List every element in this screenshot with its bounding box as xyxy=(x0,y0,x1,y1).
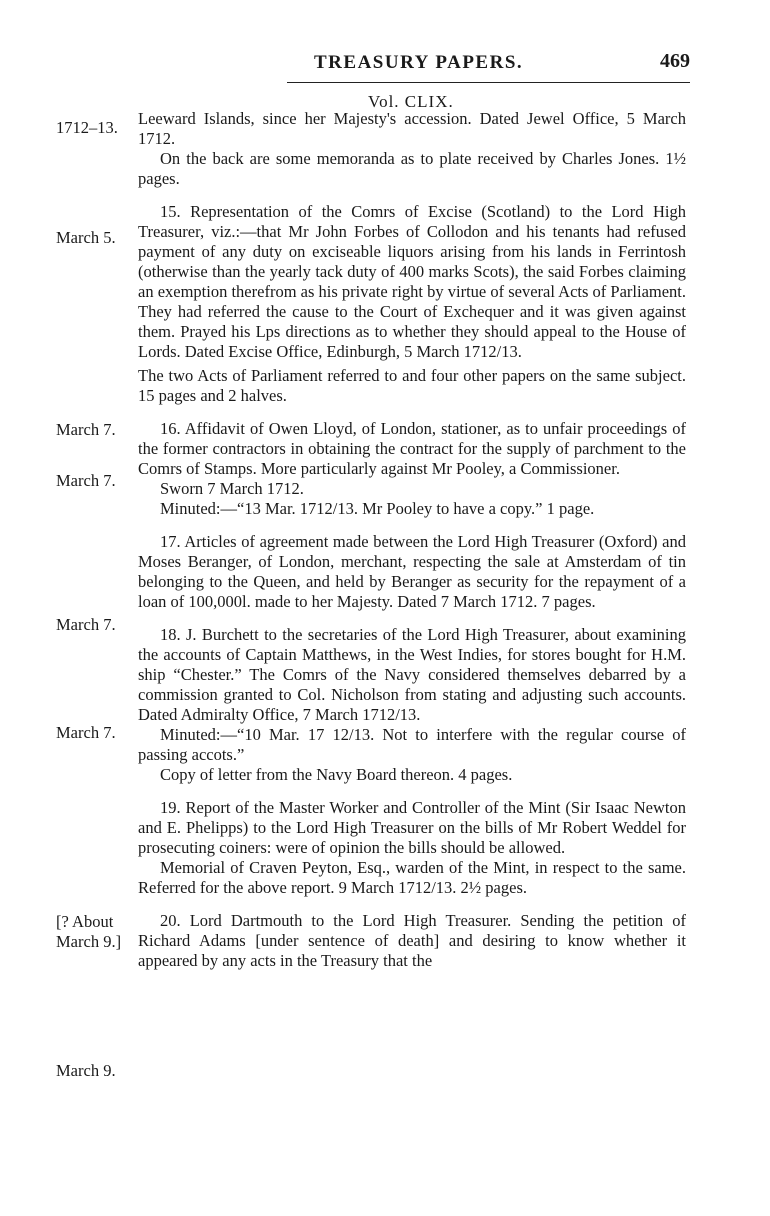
entry-18: 18. J. Burchett to the secretaries of the Lord High Treasurer, about examining the accounts of Captain Matthews, in the West Indies, for stores bought for H.M. ship “Chester.” The Comrs of the Navy considered themselves debarred by a commission granted to Col. Nicholson from stating and adjusting such accounts. Dated Admiralty Office, 7 March 1712/13. xyxy=(138,625,686,724)
entry-18-copy: Copy of letter from the Navy Board thereon. 4 pages. xyxy=(160,765,513,784)
entry-18-minuted: Minuted:—“10 Mar. 17 12/13. Not to interfere with the regular course of passing accots.” xyxy=(138,725,686,764)
margin-date: March 7. xyxy=(56,420,116,439)
entry-text: On the back are some memoranda as to plate received by Charles Jones. 1½ pages. xyxy=(138,149,686,188)
entry-16: 16. Affidavit of Owen Lloyd, of London, stationer, as to unfair proceedings of the former contractors in obtaining the contract for the supply of parchment to the Comrs of Stamps. More particularly against Mr Pooley, a Commissioner. xyxy=(138,419,686,478)
margin-date: 1712–13. xyxy=(56,118,118,137)
running-header xyxy=(290,50,690,80)
margin-date: March 9. xyxy=(56,1061,116,1080)
page-number: 469 xyxy=(660,50,690,72)
header-title: TREASURY PAPERS. xyxy=(314,52,524,73)
entry-15: 15. Representation of the Comrs of Excise (Scotland) to the Lord High Treasurer, viz.:—that Mr John Forbes of Collodon and his tenants had refused payment of any duty on exciseable liquors arising from his lands in Ferrintosh (otherwise than the yearly tack duty of 400 marks Scots), the said Forbes claiming an exemption therefrom as his private right by virtue of several Acts of Parliament. They had referred the cause to the Court of Exchequer and it was given against them. Prayed his Lps directions as to whether they should appeal to the House of Lords. Dated Excise Office, Edinburgh, 5 March 1712/13. xyxy=(138,202,687,361)
margin-date: March 5. xyxy=(56,228,116,247)
entry-16-sworn: Sworn 7 March 1712. xyxy=(160,479,304,498)
entry-text: Leeward Islands, since her Majesty's accession. Dated Jewel Office, 5 March 1712. xyxy=(138,109,686,148)
entry-15-enclosures: The two Acts of Parliament referred to and four other papers on the same subject. 15 pages and 2 halves. xyxy=(138,366,686,405)
entry-20: 20. Lord Dartmouth to the Lord High Treasurer. Sending the petition of Richard Adams [under sentence of death] and desiring to know whether it appeared by any acts in the Treasury that the xyxy=(138,911,686,970)
margin-date: [? About xyxy=(56,912,114,931)
entry-19: 19. Report of the Master Worker and Controller of the Mint (Sir Isaac Newton and E. Phelipps) to the Lord High Treasurer on the bills of Mr Robert Weddel for prosecuting coiners: were of opinion the bills should be allowed. xyxy=(138,798,686,857)
margin-date: March 7. xyxy=(56,723,116,742)
margin-date: March 7. xyxy=(56,615,116,634)
entry-19-memorial: Memorial of Craven Peyton, Esq., warden of the Mint, in respect to the same. Referred for the above report. 9 March 1712/13. 2½ pages. xyxy=(138,858,686,897)
margin-date: March 9.] xyxy=(56,932,122,951)
volume-heading: Vol. CLIX. xyxy=(368,92,454,111)
margin-date: March 7. xyxy=(56,471,116,490)
entry-17: 17. Articles of agreement made between the Lord High Treasurer (Oxford) and Moses Beranger, of London, merchant, respecting the sale at Amsterdam of tin belonging to the Queen, and held by Beranger as security for the repayment of a loan of 100,000l. made to her Majesty. Dated 7 March 1712. 7 pages. xyxy=(138,532,686,611)
entry-16-minuted: Minuted:—“13 Mar. 1712/13. Mr Pooley to have a copy.” 1 page. xyxy=(160,499,595,518)
entries-column xyxy=(138,109,686,971)
header-rule xyxy=(287,82,690,83)
